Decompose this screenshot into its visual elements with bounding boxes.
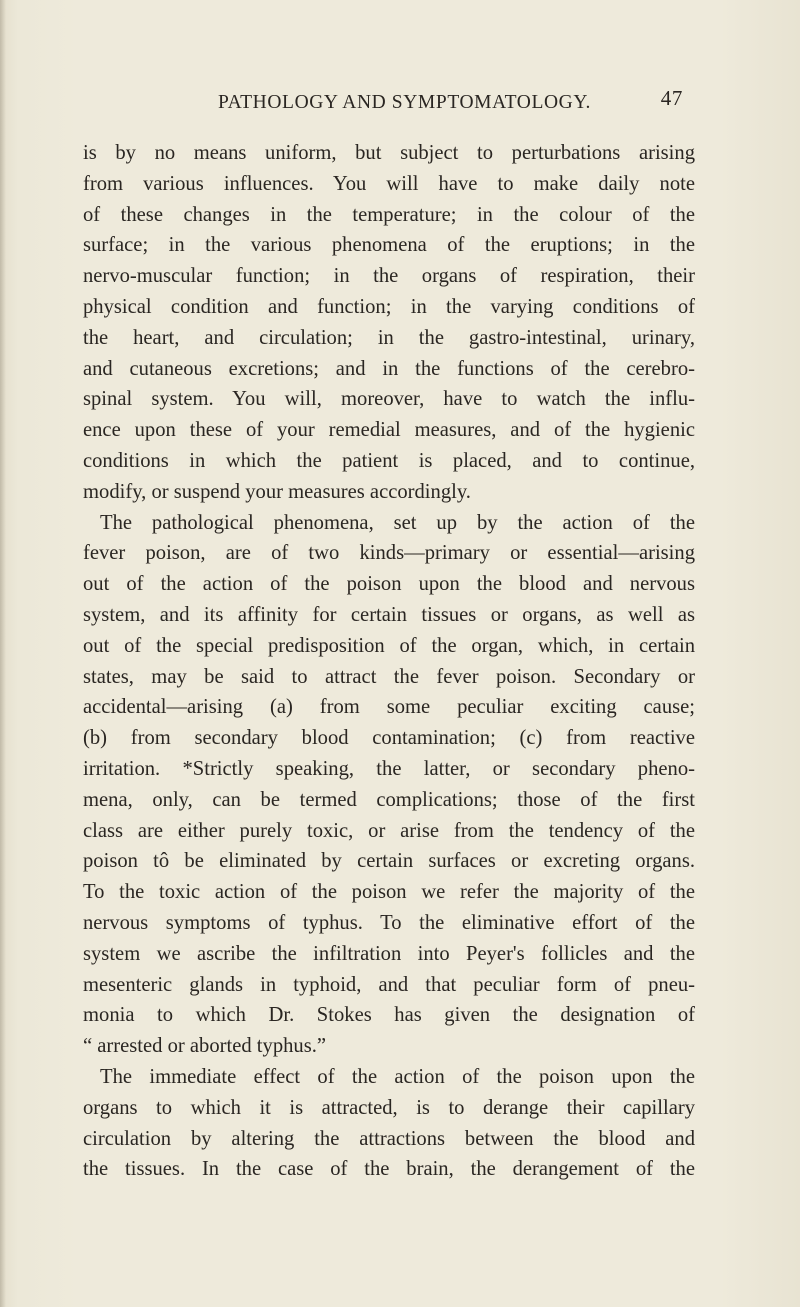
text-line: monia to which Dr. Stokes has given the designation of xyxy=(83,1004,695,1027)
text-line: ence upon these of your remedial measures, and of the hygienic xyxy=(83,419,695,442)
text-line: mesenteric glands in typhoid, and that peculiar form of pneu- xyxy=(83,973,695,996)
text-line: system we ascribe the infiltration into Peyer's follicles and the xyxy=(83,942,695,965)
text-line: states, may be said to attract the fever poison. Secondary or xyxy=(83,665,695,688)
text-line: physical condition and function; in the varying conditions of xyxy=(83,295,695,318)
text-line: poison tô be eliminated by certain surfaces or excreting organs. xyxy=(83,850,695,873)
page-edge-shadow xyxy=(0,0,6,1307)
text-line: the tissues. In the case of the brain, the derangement of the xyxy=(83,1158,695,1181)
page-number: 47 xyxy=(660,86,683,110)
text-line: system, and its affinity for certain tissues or organs, as well as xyxy=(83,603,695,626)
text-line: the heart, and circulation; in the gastro-intestinal, urinary, xyxy=(83,326,695,349)
text-line: of these changes in the temperature; in the colour of the xyxy=(83,203,695,226)
text-line: mena, only, can be termed complications; those of the first xyxy=(83,788,695,811)
text-line: (b) from secondary blood contamination; (c) from reactive xyxy=(83,727,695,750)
text-line: irritation. *Strictly speaking, the latter, or secondary pheno- xyxy=(83,757,695,780)
text-line: nervous symptoms of typhus. To the eliminative effort of the xyxy=(83,911,695,934)
text-line: is by no means uniform, but subject to perturbations arising xyxy=(83,142,695,164)
text-line: out of the action of the poison upon the blood and nervous xyxy=(83,573,695,596)
text-line: from various influences. You will have to make daily note xyxy=(83,172,695,195)
text-line: The immediate effect of the action of the poison upon the xyxy=(100,1065,695,1088)
text-line: out of the special predisposition of the organ, which, in certain xyxy=(83,634,695,657)
text-line: conditions in which the patient is placed, and to continue, xyxy=(83,449,695,472)
text-line: class are either purely toxic, or arise from the tendency of the xyxy=(83,819,695,842)
text-line: and cutaneous excretions; and in the functions of the cerebro- xyxy=(83,357,695,380)
text-line: organs to which it is attracted, is to derange their capillary xyxy=(83,1096,695,1119)
body-text xyxy=(83,138,695,1185)
text-line: circulation by altering the attractions between the blood and xyxy=(83,1127,695,1150)
text-line: modify, or suspend your measures accordingly. xyxy=(83,480,471,503)
text-line: nervo-muscular function; in the organs of respiration, their xyxy=(83,265,695,288)
text-line: spinal system. You will, moreover, have to watch the influ- xyxy=(83,388,695,411)
text-line: surface; in the various phenomena of the eruptions; in the xyxy=(83,234,695,257)
text-line: To the toxic action of the poison we refer the majority of the xyxy=(83,881,695,904)
running-title: PATHOLOGY AND SYMPTOMATOLOGY. xyxy=(218,92,591,113)
text-line: accidental—arising (a) from some peculiar exciting cause; xyxy=(83,696,695,719)
text-line: “ arrested or aborted typhus.” xyxy=(83,1035,327,1058)
text-line: fever poison, are of two kinds—primary or essential—arising xyxy=(83,542,695,565)
running-head xyxy=(218,86,683,120)
text-line: The pathological phenomena, set up by the action of the xyxy=(100,511,695,534)
